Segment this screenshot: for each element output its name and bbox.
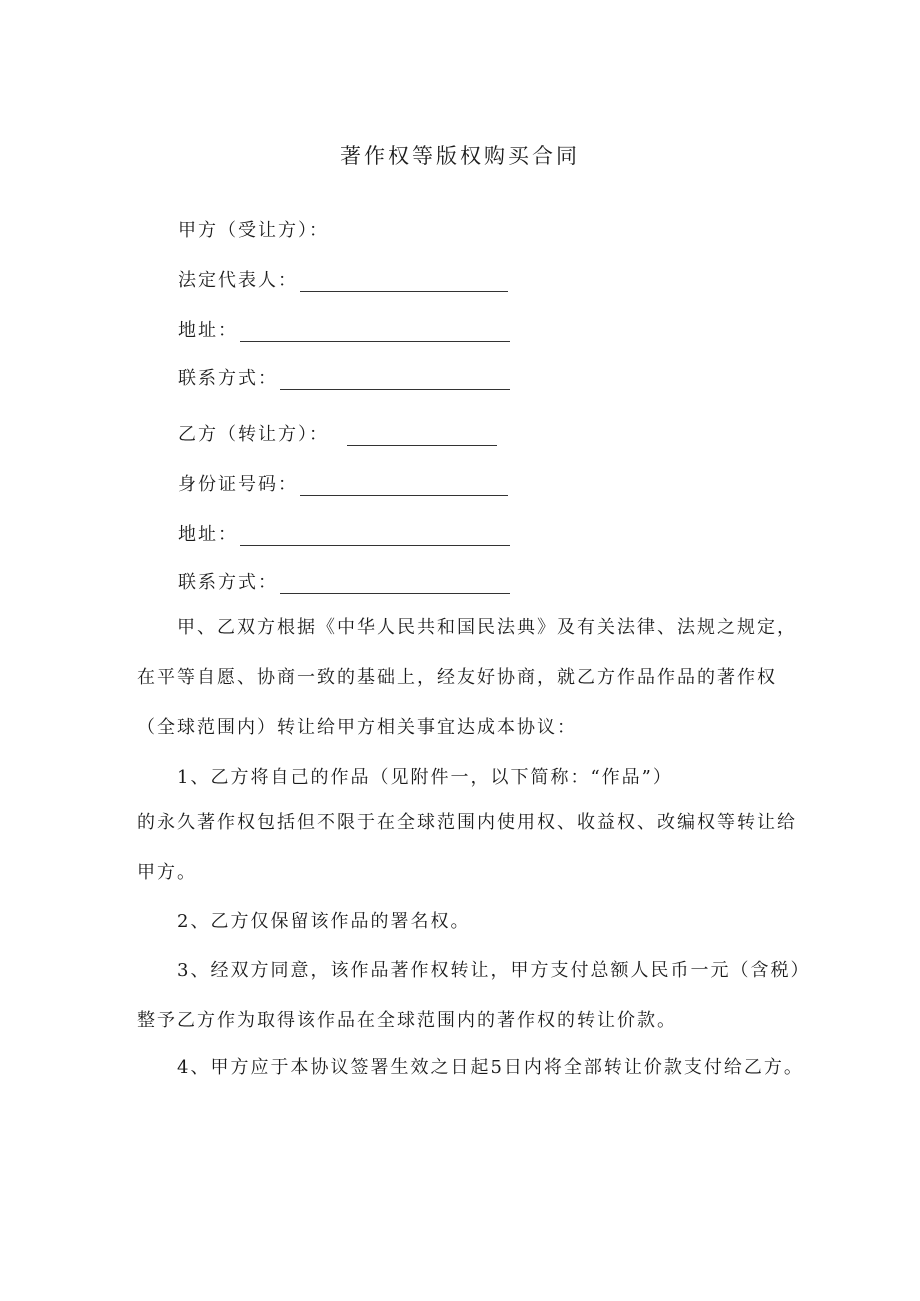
clause-1: 1、乙方将自己的作品（见附件一，以下简称：“作品”） [177,767,673,788]
party-b-name-blank[interactable] [347,423,497,446]
document-title: 著作权等版权购买合同 [340,144,580,168]
id-number-blank[interactable] [300,473,508,496]
id-number-label: 身份证号码： [178,474,298,495]
party-a-address-blank[interactable] [240,319,510,342]
party-b-heading-label: 乙方（转让方）： [178,424,329,445]
party-a-contact-blank[interactable] [280,367,510,390]
party-b-contact-label: 联系方式： [178,572,278,593]
party-a-heading-label: 甲方（受让方）： [178,220,329,241]
party-b-contact-field [178,566,510,594]
clause-2: 2、乙方仅保留该作品的署名权。 [177,911,471,932]
party-b-address-blank[interactable] [240,523,510,546]
party-b-contact-blank[interactable] [280,571,510,594]
legal-rep-label: 法定代表人： [178,270,298,291]
party-a-contact-field [178,362,510,390]
preamble-paragraph: 甲、乙双方根据《中华人民共和国民法典》及有关法律、法规之规定，在平等自愿、协商一致的基础上，经友好协商，就乙方作品作品的著作权（全球范围内）转让给甲方相关事宜达成本协议： [137,617,797,738]
party-b-address-label: 地址： [178,524,238,545]
party-a-address-label: 地址： [178,320,238,341]
party-a-address-field [178,314,510,342]
party-b-address-field [178,518,510,546]
party-a-legal-rep-field [178,264,508,292]
legal-rep-blank[interactable] [300,269,508,292]
clause-4: 4、甲方应于本协议签署生效之日起5日内将全部转让价款支付给乙方。 [177,1057,804,1078]
clause-1-continued: 的永久著作权包括但不限于在全球范围内使用权、收益权、改编权等转让给甲方。 [137,812,797,883]
party-b-id-field [178,468,508,496]
party-a-contact-label: 联系方式： [178,368,278,389]
party-b-heading [178,418,497,446]
clause-3: 3、经双方同意，该作品著作权转让，甲方支付总额人民币一元（含税）整予乙方作为取得该作品在全球范围内的著作权的转让价款。 [137,960,802,1031]
party-a-heading [178,214,329,242]
